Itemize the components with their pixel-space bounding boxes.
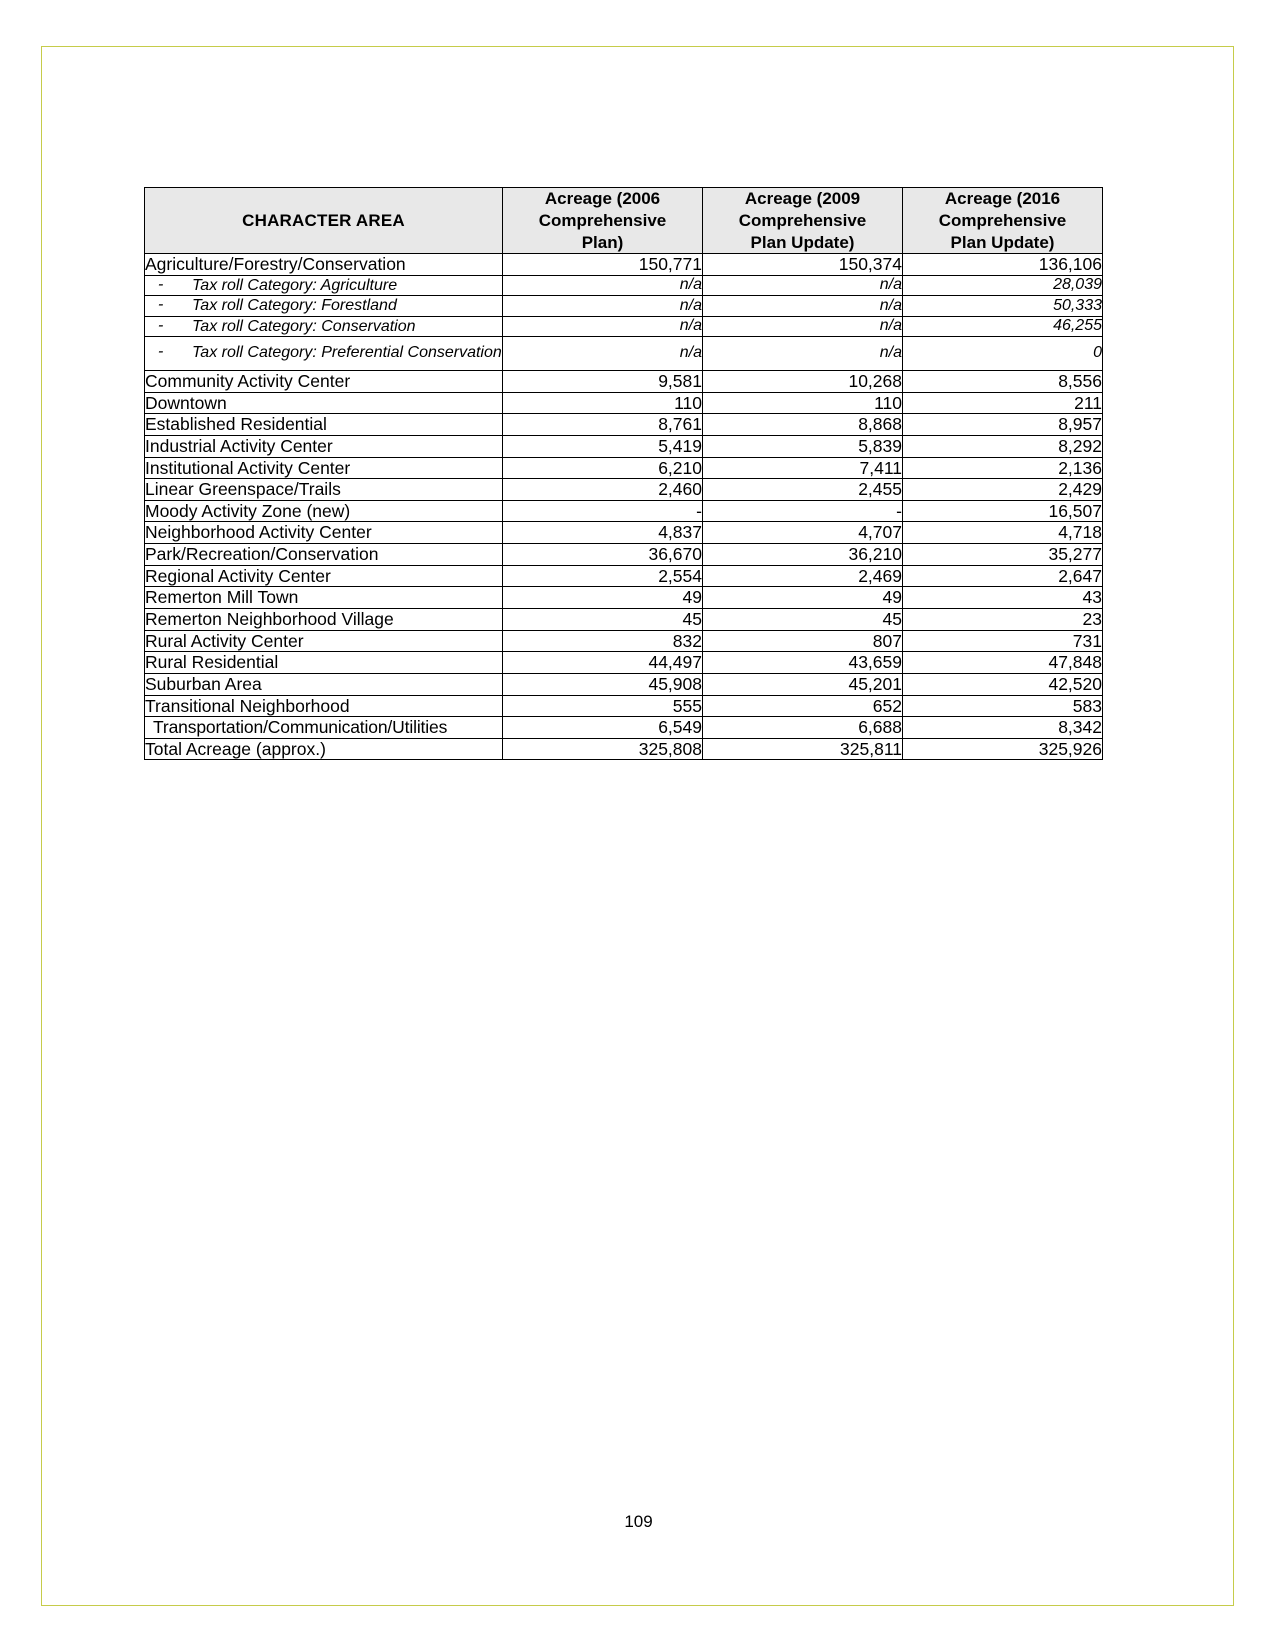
value-cell-2009 [703, 587, 903, 609]
row-label-text: Transportation/Communication/Utilities [153, 717, 448, 738]
value-cell-2006 [503, 457, 703, 479]
value-cell-2006 [503, 254, 703, 276]
row-label-text: Total Acreage (approx.) [145, 738, 326, 759]
table-row [145, 738, 1103, 760]
row-label-cell [145, 544, 503, 566]
row-label-text: Downtown [145, 392, 227, 413]
value-cell-2009 [703, 630, 903, 652]
table-row [145, 587, 1103, 609]
value-cell-2006 [503, 275, 703, 296]
value-cell-2006 [503, 435, 703, 457]
page-border [41, 46, 1234, 1606]
row-label-cell [145, 414, 503, 436]
page-content [144, 187, 1102, 760]
value-text: 2,429 [1058, 479, 1102, 500]
page-number: 109 [624, 1512, 653, 1531]
value-cell-2009 [703, 370, 903, 392]
value-cell-2006 [503, 296, 703, 317]
table-row [145, 717, 1103, 739]
value-text: 4,707 [858, 522, 902, 543]
value-cell-2009 [703, 479, 903, 501]
value-cell-2006 [503, 738, 703, 760]
value-text: n/a [679, 296, 702, 314]
value-cell-2006 [503, 587, 703, 609]
row-label-text: Rural Residential [145, 652, 279, 673]
value-text: 45 [882, 609, 902, 629]
row-label-cell [145, 337, 503, 371]
value-text: 28,039 [1053, 276, 1102, 294]
row-label-cell [145, 500, 503, 522]
value-text: 43,659 [848, 652, 902, 673]
value-text: n/a [879, 344, 902, 362]
value-text: 8,868 [858, 414, 902, 435]
character-area-acreage-table [144, 187, 1103, 760]
row-label-cell [145, 695, 503, 717]
table-row [145, 609, 1103, 631]
value-text: 43 [1082, 587, 1102, 608]
table-row [145, 652, 1103, 674]
value-text: 45,201 [848, 673, 902, 694]
value-cell-2016 [903, 316, 1103, 337]
row-label-cell [145, 370, 503, 392]
bullet-dash: - [158, 316, 164, 334]
value-cell-2009 [703, 392, 903, 414]
table-row [145, 414, 1103, 436]
value-cell-2016 [903, 673, 1103, 695]
value-cell-2006 [503, 565, 703, 587]
row-label-text: Remerton Neighborhood Village [145, 609, 394, 629]
row-label-text: Agriculture/Forestry/Conservation [145, 254, 406, 275]
value-cell-2009 [703, 565, 903, 587]
value-text: 2,647 [1058, 565, 1102, 586]
value-text: 8,292 [1058, 435, 1102, 456]
row-label-text: Neighborhood Activity Center [145, 522, 372, 543]
row-label-text: Tax roll Category: Agriculture [192, 276, 398, 294]
table-row [145, 673, 1103, 695]
value-text: 8,761 [658, 414, 702, 435]
value-text: 150,374 [838, 254, 902, 275]
value-cell-2006 [503, 370, 703, 392]
row-label-text: Tax roll Category: Forestland [192, 297, 397, 315]
value-text: 832 [672, 630, 702, 651]
table-header-row [145, 188, 1103, 254]
value-text: 6,549 [658, 717, 702, 738]
value-text: 2,136 [1058, 457, 1102, 478]
value-text: 6,210 [658, 457, 702, 478]
table-row [145, 254, 1103, 276]
value-cell-2009 [703, 414, 903, 436]
value-text: 325,926 [1038, 738, 1102, 759]
value-cell-2006 [503, 522, 703, 544]
value-text: 44,497 [648, 652, 702, 673]
value-text: 807 [872, 630, 902, 651]
value-cell-2009 [703, 296, 903, 317]
value-text: 2,469 [858, 565, 902, 586]
value-cell-2016 [903, 370, 1103, 392]
value-text: 652 [872, 695, 902, 716]
value-text: 4,837 [658, 522, 702, 543]
value-text: - [896, 500, 902, 521]
value-cell-2009 [703, 316, 903, 337]
value-text: 0 [1093, 344, 1102, 362]
value-text: 136,106 [1038, 254, 1102, 275]
table-row [145, 296, 1103, 317]
value-cell-2009 [703, 652, 903, 674]
row-label-text: Institutional Activity Center [145, 457, 351, 478]
value-cell-2006 [503, 652, 703, 674]
value-cell-2016 [903, 717, 1103, 739]
row-label-cell [145, 392, 503, 414]
table-row [145, 275, 1103, 296]
value-cell-2016 [903, 392, 1103, 414]
table-row [145, 392, 1103, 414]
sub-row-label [154, 317, 502, 337]
row-label-text: Industrial Activity Center [145, 435, 333, 456]
value-text: 49 [682, 587, 702, 608]
row-label-cell [145, 457, 503, 479]
value-text: 5,839 [858, 435, 902, 456]
row-label-cell [145, 565, 503, 587]
row-label-text: Transitional Neighborhood [145, 695, 350, 716]
value-text: 731 [1072, 630, 1102, 651]
table-row [145, 565, 1103, 587]
value-cell-2009 [703, 673, 903, 695]
row-label-cell [145, 587, 503, 609]
value-cell-2016 [903, 609, 1103, 631]
row-label-text: Linear Greenspace/Trails [145, 479, 341, 500]
column-header-acreage-2016: Acreage (2016 Comprehensive Plan Update) [903, 188, 1103, 254]
row-label-text: Suburban Area [145, 673, 262, 694]
value-cell-2016 [903, 500, 1103, 522]
value-cell-2016 [903, 435, 1103, 457]
bullet-dash: - [158, 343, 164, 361]
value-cell-2016 [903, 565, 1103, 587]
row-label-text: Regional Activity Center [145, 565, 331, 586]
value-text: 2,460 [658, 479, 702, 500]
value-text: 8,556 [1058, 370, 1102, 391]
value-cell-2016 [903, 695, 1103, 717]
row-label-cell [145, 254, 503, 276]
value-text: 6,688 [858, 717, 902, 738]
table-body [145, 254, 1103, 760]
row-label-text: Established Residential [145, 414, 327, 435]
sub-row-label [154, 343, 502, 363]
row-label-text: Park/Recreation/Conservation [145, 544, 379, 565]
value-text: 42,520 [1048, 673, 1102, 694]
value-text: 8,957 [1058, 414, 1102, 435]
column-header-acreage-2006: Acreage (2006 Comprehensive Plan) [503, 188, 703, 254]
value-text: 35,277 [1048, 544, 1102, 565]
row-label-text: Community Activity Center [145, 370, 351, 391]
value-text: 110 [874, 392, 902, 413]
value-cell-2016 [903, 630, 1103, 652]
value-cell-2006 [503, 544, 703, 566]
row-label-cell [145, 717, 503, 739]
value-text: 9,581 [658, 370, 702, 391]
value-cell-2016 [903, 254, 1103, 276]
value-text: 36,670 [648, 544, 702, 565]
value-cell-2006 [503, 414, 703, 436]
value-cell-2016 [903, 587, 1103, 609]
value-text: 50,333 [1053, 296, 1102, 314]
row-label-text: Moody Activity Zone (new) [145, 500, 351, 521]
value-cell-2009 [703, 609, 903, 631]
row-label-cell [145, 316, 503, 337]
value-cell-2009 [703, 337, 903, 371]
table-row [145, 337, 1103, 371]
value-cell-2009 [703, 544, 903, 566]
column-header-acreage-2009: Acreage (2009 Comprehensive Plan Update) [703, 188, 903, 254]
value-text: 4,718 [1058, 522, 1102, 543]
row-label-cell [145, 609, 503, 631]
value-cell-2006 [503, 500, 703, 522]
value-cell-2016 [903, 457, 1103, 479]
value-cell-2006 [503, 695, 703, 717]
sub-row-label [154, 296, 502, 316]
value-text: 46,255 [1053, 317, 1102, 335]
row-label-cell [145, 673, 503, 695]
value-cell-2009 [703, 275, 903, 296]
value-cell-2006 [503, 392, 703, 414]
value-cell-2006 [503, 673, 703, 695]
row-label-cell [145, 479, 503, 501]
column-header-character-area: CHARACTER AREA [145, 188, 503, 254]
value-cell-2009 [703, 738, 903, 760]
value-text: 5,419 [658, 435, 702, 456]
row-label-cell [145, 630, 503, 652]
value-cell-2009 [703, 254, 903, 276]
value-cell-2006 [503, 337, 703, 371]
value-cell-2006 [503, 630, 703, 652]
value-cell-2006 [503, 717, 703, 739]
value-cell-2009 [703, 457, 903, 479]
value-text: 10,268 [848, 370, 902, 391]
value-cell-2016 [903, 479, 1103, 501]
value-text: n/a [679, 344, 702, 362]
row-label-text: Tax roll Category: Conservation [192, 317, 416, 335]
table-row [145, 544, 1103, 566]
value-text: 2,554 [658, 565, 702, 586]
table-row [145, 630, 1103, 652]
value-text: 555 [672, 695, 702, 716]
value-text: n/a [679, 317, 702, 335]
value-cell-2016 [903, 652, 1103, 674]
row-label-text: Remerton Mill Town [145, 587, 299, 608]
table-header [145, 188, 1103, 254]
value-cell-2006 [503, 609, 703, 631]
value-text: n/a [879, 296, 902, 314]
bullet-dash: - [158, 275, 164, 293]
value-cell-2016 [903, 522, 1103, 544]
row-label-cell [145, 296, 503, 317]
value-text: 325,808 [638, 738, 702, 759]
value-text: 7,411 [859, 457, 902, 478]
value-cell-2009 [703, 500, 903, 522]
value-cell-2006 [503, 316, 703, 337]
value-text: 49 [882, 587, 902, 608]
value-cell-2016 [903, 337, 1103, 371]
value-cell-2009 [703, 522, 903, 544]
row-label-text: Rural Activity Center [145, 630, 304, 651]
table-row [145, 695, 1103, 717]
value-text: 325,811 [840, 738, 902, 759]
table-row [145, 435, 1103, 457]
value-text: 150,771 [638, 254, 702, 275]
value-cell-2016 [903, 275, 1103, 296]
value-text: 211 [1074, 392, 1102, 413]
value-text: 110 [674, 392, 702, 413]
table-row [145, 500, 1103, 522]
table-row [145, 457, 1103, 479]
sub-row-label [154, 276, 502, 296]
value-cell-2009 [703, 717, 903, 739]
row-label-cell [145, 652, 503, 674]
table-row [145, 370, 1103, 392]
value-cell-2016 [903, 296, 1103, 317]
row-label-cell [145, 522, 503, 544]
value-text: n/a [679, 276, 702, 294]
value-text: n/a [879, 317, 902, 335]
table-row [145, 479, 1103, 501]
value-text: 2,455 [858, 479, 902, 500]
value-cell-2016 [903, 738, 1103, 760]
row-label-text: Tax roll Category: Preferential Conservation [192, 344, 502, 362]
value-cell-2009 [703, 695, 903, 717]
value-text: 45,908 [648, 673, 702, 694]
value-text: 583 [1072, 695, 1102, 716]
value-text: 45 [682, 609, 702, 629]
value-text: 47,848 [1048, 652, 1102, 673]
value-cell-2016 [903, 544, 1103, 566]
value-text: 36,210 [848, 544, 902, 565]
value-text: n/a [879, 276, 902, 294]
table-row [145, 522, 1103, 544]
row-label-cell [145, 275, 503, 296]
value-text: 8,342 [1058, 717, 1102, 738]
row-label-cell [145, 435, 503, 457]
value-text: 23 [1082, 609, 1102, 629]
value-text: 16,507 [1048, 500, 1102, 521]
bullet-dash: - [158, 296, 164, 314]
value-cell-2009 [703, 435, 903, 457]
value-cell-2016 [903, 414, 1103, 436]
value-text: - [696, 500, 702, 521]
value-cell-2006 [503, 479, 703, 501]
row-label-cell [145, 738, 503, 760]
table-row [145, 316, 1103, 337]
